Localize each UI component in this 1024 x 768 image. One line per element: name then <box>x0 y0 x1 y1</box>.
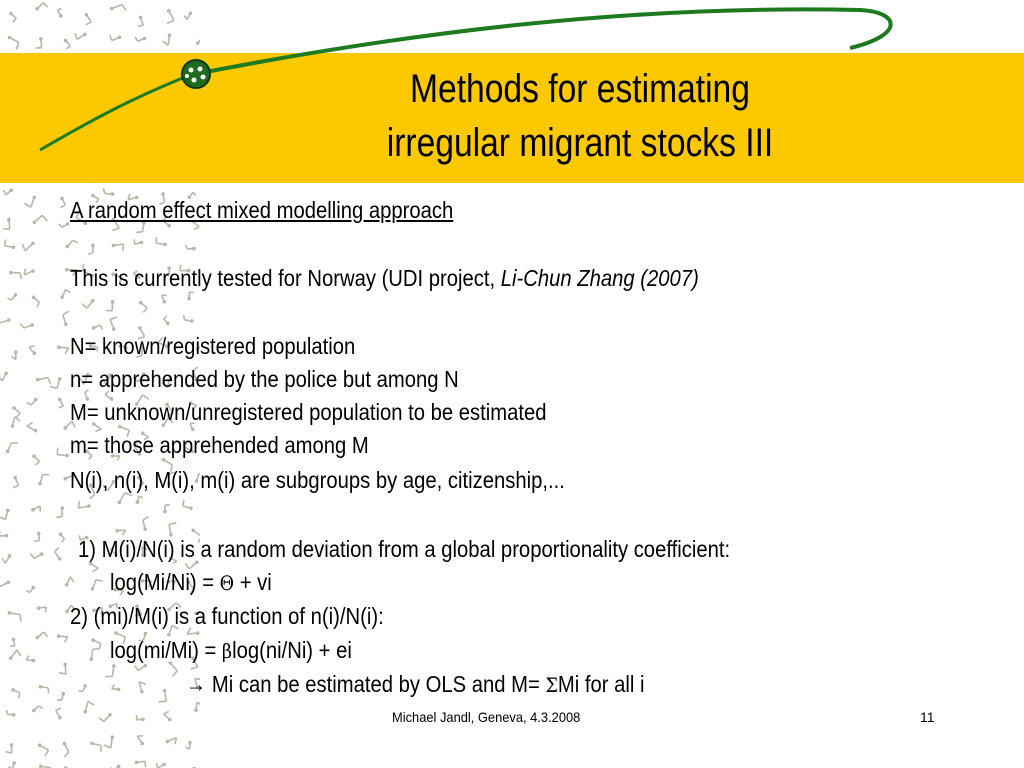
pattern-glyph <box>50 377 61 388</box>
pattern-glyph <box>112 685 121 691</box>
pattern-glyph <box>36 632 48 639</box>
pattern-glyph <box>3 218 10 229</box>
slide-title-line-2: irregular migrant stocks III <box>386 121 774 165</box>
pattern-glyph <box>57 692 65 700</box>
pattern-glyph <box>6 443 18 453</box>
pattern-glyph <box>5 240 16 250</box>
subheading: A random effect mixed modelling approach <box>70 197 454 223</box>
pattern-glyph <box>34 532 40 541</box>
pattern-glyph <box>156 237 167 246</box>
pattern-glyph <box>26 586 35 593</box>
pattern-glyph <box>22 242 34 251</box>
definition-line: N(i), n(i), M(i), m(i) are subgroups by age, citizenship,... <box>70 467 565 493</box>
pattern-glyph <box>137 736 144 745</box>
pattern-glyph <box>63 311 69 326</box>
pattern-glyph <box>0 509 10 520</box>
pattern-glyph <box>58 398 63 408</box>
pattern-glyph <box>39 764 51 768</box>
pattern-glyph <box>143 517 149 531</box>
pattern-glyph <box>139 301 147 313</box>
pattern-glyph <box>88 244 94 255</box>
step2-formula <box>110 636 352 665</box>
intro-author: Li-Chun Zhang (2007) <box>500 265 699 291</box>
pattern-glyph <box>2 554 11 563</box>
definition-line: n= apprehended by the police but among N <box>70 366 459 392</box>
pattern-glyph <box>0 580 10 587</box>
pattern-glyph <box>92 325 103 330</box>
pattern-glyph <box>29 346 36 355</box>
pattern-glyph <box>11 417 20 428</box>
pattern-glyph <box>32 706 43 712</box>
pattern-glyph <box>6 710 15 717</box>
pattern-glyph <box>159 689 167 702</box>
step1-formula <box>110 568 272 597</box>
pattern-glyph <box>57 634 68 642</box>
bullet-globe-icon <box>182 60 210 88</box>
pattern-glyph <box>139 682 146 694</box>
slide-title-line-1: Methods for estimating <box>410 67 750 111</box>
arrow-right-icon: → <box>186 671 207 697</box>
pattern-glyph <box>59 532 65 542</box>
step1-formula-pre: log(Mi/Ni) = <box>110 569 220 595</box>
pattern-glyph <box>186 245 196 251</box>
pattern-glyph <box>78 501 90 508</box>
pattern-glyph <box>8 611 22 621</box>
footer-author: Michael Jandl, Geneva, 4.3.2008 <box>392 709 581 725</box>
pattern-glyph <box>55 547 62 560</box>
pattern-glyph <box>27 398 38 405</box>
pattern-glyph <box>6 743 13 753</box>
pattern-glyph <box>134 239 143 244</box>
pattern-glyph <box>164 711 172 721</box>
pattern-glyph <box>60 290 70 299</box>
step2-formula-post: log(ni/Ni) + ei <box>232 637 352 663</box>
step1-formula-post: + vi <box>234 569 272 595</box>
definition-line: N= known/registered population <box>70 333 356 359</box>
pattern-glyph <box>65 577 74 587</box>
page-number: 11 <box>920 709 935 725</box>
pattern-glyph <box>162 295 167 303</box>
pattern-glyph <box>57 448 69 458</box>
pattern-glyph <box>8 761 16 768</box>
pattern-glyph <box>57 346 69 354</box>
pattern-glyph <box>32 215 47 224</box>
pattern-glyph <box>11 688 19 698</box>
pattern-glyph <box>112 244 124 251</box>
pattern-glyph <box>156 763 166 768</box>
pattern-glyph <box>13 476 19 488</box>
pattern-glyph <box>106 300 114 311</box>
pattern-glyph <box>9 271 21 279</box>
pattern-glyph <box>118 493 132 504</box>
pattern-glyph <box>91 580 103 591</box>
pattern-glyph <box>89 562 99 572</box>
pattern-glyph <box>59 662 67 674</box>
pattern-glyph <box>0 372 8 381</box>
pattern-glyph <box>163 505 170 513</box>
step1-text: 1) M(i)/N(i) is a random deviation from a global proportionality coefficient: <box>78 536 731 562</box>
pattern-glyph <box>111 765 121 768</box>
pattern-glyph <box>10 638 15 646</box>
pattern-glyph <box>183 315 193 323</box>
pattern-glyph <box>187 292 194 300</box>
pattern-glyph <box>82 299 95 308</box>
pattern-glyph <box>59 222 69 227</box>
pattern-glyph <box>104 735 114 748</box>
pattern-glyph <box>26 656 35 663</box>
pattern-glyph <box>91 638 100 649</box>
pattern-glyph <box>90 649 100 661</box>
pattern-glyph <box>65 240 77 248</box>
conclusion-pre: Mi can be estimated by OLS and M= <box>206 671 546 697</box>
pattern-glyph <box>12 350 18 359</box>
intro-line <box>70 264 699 292</box>
definition-line: m= those apprehended among M <box>70 432 369 458</box>
pattern-glyph <box>12 406 20 417</box>
intro-prefix: This is currently tested for Norway (UDI project, <box>70 265 501 291</box>
pattern-glyph <box>137 715 145 721</box>
pattern-glyph <box>110 317 117 331</box>
pattern-glyph <box>135 496 142 504</box>
conclusion-post: Mi for all i <box>557 671 645 697</box>
step2-formula-pre: log(mi/Mi) = <box>110 637 222 663</box>
step2-text: 2) (mi)/M(i) is a function of n(i)/N(i): <box>70 603 384 629</box>
pattern-glyph <box>30 552 43 558</box>
beta-symbol: β <box>221 639 233 663</box>
pattern-glyph <box>105 664 116 676</box>
pattern-glyph <box>31 506 40 512</box>
sigma-symbol: Σ <box>545 673 558 697</box>
pattern-glyph <box>32 295 40 307</box>
pattern-glyph <box>166 738 177 745</box>
pattern-glyph <box>56 506 64 517</box>
pattern-glyph <box>135 761 146 768</box>
pattern-glyph <box>78 684 87 692</box>
pattern-glyph <box>39 685 49 693</box>
theta-symbol: Θ <box>219 571 235 595</box>
pattern-glyph <box>56 708 62 719</box>
pattern-glyph <box>84 701 95 713</box>
pattern-glyph <box>163 316 169 325</box>
pattern-glyph <box>38 475 49 486</box>
pattern-glyph <box>32 454 39 465</box>
pattern-glyph <box>183 500 193 510</box>
pattern-glyph <box>99 713 112 721</box>
definition-line: M= unknown/unregistered population to be estimated <box>70 399 547 425</box>
pattern-glyph <box>0 317 11 323</box>
pattern-glyph <box>90 742 101 752</box>
pattern-glyph <box>37 606 47 612</box>
pattern-glyph <box>38 743 48 756</box>
pattern-glyph <box>36 378 51 385</box>
pattern-glyph <box>9 650 21 660</box>
pattern-glyph <box>194 702 200 712</box>
pattern-glyph <box>0 531 8 537</box>
pattern-glyph <box>7 293 17 300</box>
pattern-glyph <box>24 268 34 274</box>
pattern-glyph <box>27 422 37 432</box>
pattern-glyph <box>63 742 69 757</box>
pattern-glyph <box>185 741 191 749</box>
pattern-glyph <box>20 323 34 328</box>
conclusion-line <box>186 670 644 699</box>
